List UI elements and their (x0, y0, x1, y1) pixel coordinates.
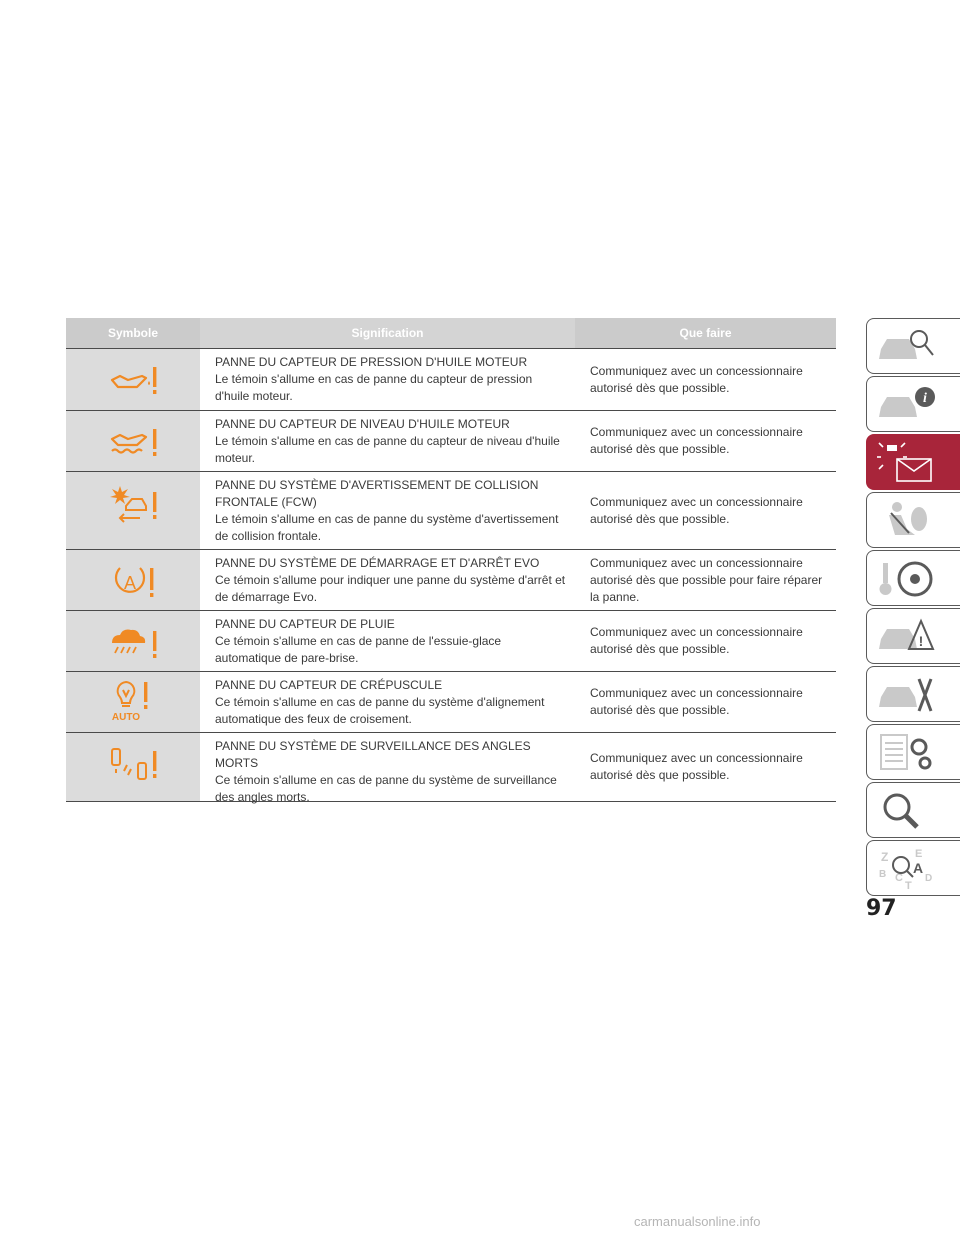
action-text: Communiquez avec un concessionnaire autorisé dès que possible. (590, 686, 803, 717)
meaning-cell (200, 349, 575, 410)
tab-safety[interactable] (866, 492, 960, 548)
key-steering-wheel-icon (875, 557, 937, 601)
fault-description: Ce témoin s'allume en cas de panne du système de surveillance des angles morts. (215, 773, 557, 804)
table-row (66, 411, 836, 472)
action-cell (575, 550, 836, 610)
fault-description: Ce témoin s'allume pour indiquer une panne du système d'arrêt et de démarrage Evo. (215, 573, 566, 604)
tab-search[interactable] (866, 782, 960, 838)
header-signification: Signification (200, 318, 575, 348)
table-header (66, 318, 836, 349)
index-letter: T (905, 880, 912, 891)
meaning-cell (200, 550, 575, 610)
fault-title: PANNE DU SYSTÈME DE SURVEILLANCE DES ANGLES MORTS (215, 739, 531, 770)
fault-description: Ce témoin s'allume en cas de panne du système d'alignement automatique des feux de croisement. (215, 695, 545, 726)
tab-starting-driving[interactable] (866, 550, 960, 606)
table-row (66, 472, 836, 550)
symbol-cell (66, 411, 200, 471)
symbol-cell (66, 472, 200, 549)
tab-emergency[interactable] (866, 608, 960, 664)
warning-lights-table (66, 318, 836, 802)
fault-title: PANNE DU CAPTEUR DE PRESSION D'HUILE MOTEUR (215, 355, 528, 369)
warning-light-message-icon (875, 441, 937, 485)
seat-airbag-icon (875, 499, 937, 543)
action-text: Communiquez avec un concessionnaire autorisé dès que possible. (590, 363, 803, 395)
fault-title: PANNE DU CAPTEUR DE CRÉPUSCULE (215, 678, 443, 692)
specifications-gears-icon (875, 731, 937, 775)
action-text: Communiquez avec un concessionnaire autorisé dès que possible. (590, 494, 803, 526)
action-cell (575, 472, 836, 549)
tab-warning-lights-messages[interactable] (866, 434, 960, 490)
fault-description: Le témoin s'allume en cas de panne du capteur de niveau d'huile moteur. (215, 434, 560, 465)
car-emergency-icon (875, 615, 937, 659)
action-cell (575, 733, 836, 801)
auto-label: AUTO (111, 712, 141, 723)
forward-collision-warning-fault-icon (106, 484, 160, 524)
index-letter: B (879, 869, 887, 880)
tab-specifications[interactable] (866, 724, 960, 780)
fault-title: PANNE DU SYSTÈME D'AVERTISSEMENT DE COLLISION FRONTALE (FCW) (215, 478, 539, 509)
tab-index[interactable] (866, 840, 960, 896)
oil-pressure-sensor-fault-icon (106, 361, 160, 401)
tab-car-search[interactable] (866, 318, 960, 374)
oil-level-sensor-fault-icon (106, 423, 160, 463)
action-cell (575, 611, 836, 671)
car-search-icon (875, 325, 937, 369)
header-que-faire: Que faire (575, 318, 836, 348)
symbol-cell (66, 672, 200, 732)
tab-servicing[interactable] (866, 666, 960, 722)
svg-text:!: ! (918, 633, 924, 649)
svg-text:A: A (123, 573, 137, 593)
meaning-cell (200, 472, 575, 549)
table-row (66, 672, 836, 733)
blind-spot-monitoring-fault-icon (106, 745, 160, 785)
alphabetical-index-icon (875, 847, 937, 891)
page-number: 97 (866, 896, 897, 921)
action-text: Communiquez avec un concessionnaire autorisé dès que possible pour faire réparer la panne. (590, 555, 823, 604)
symbol-cell (66, 733, 200, 801)
symbol-cell (66, 611, 200, 671)
symbol-cell (66, 349, 200, 410)
index-letter: E (915, 848, 923, 860)
meaning-cell (200, 672, 575, 732)
index-letter: A (913, 860, 924, 876)
action-text: Communiquez avec un concessionnaire autorisé dès que possible. (590, 425, 803, 456)
symbol-cell (66, 550, 200, 610)
tab-car-info[interactable] (866, 376, 960, 432)
car-tools-icon (875, 673, 937, 717)
fault-title: PANNE DU SYSTÈME DE DÉMARRAGE ET D'ARRÊT EVO (215, 556, 540, 570)
table-row (66, 611, 836, 672)
watermark: carmanualsonline.info (634, 1214, 761, 1229)
index-letter: D (925, 873, 933, 884)
magnifier-icon (875, 789, 937, 833)
action-cell (575, 349, 836, 410)
fault-description: Le témoin s'allume en cas de panne du capteur de pression d'huile moteur. (215, 372, 533, 403)
index-letter: C (895, 872, 903, 884)
fault-description: Ce témoin s'allume en cas de panne de l'essuie-glace automatique de pare-brise. (215, 634, 502, 665)
rain-sensor-fault-icon (106, 623, 160, 663)
index-letter: Z (881, 850, 889, 864)
action-text: Communiquez avec un concessionnaire autorisé dès que possible. (590, 625, 803, 656)
action-cell (575, 411, 836, 471)
meaning-cell (200, 611, 575, 671)
dusk-sensor-fault-icon (106, 678, 160, 724)
header-symbole: Symbole (66, 318, 200, 348)
start-stop-evo-fault-icon (106, 562, 160, 602)
table-row (66, 733, 836, 802)
table-row (66, 550, 836, 611)
fault-description: Le témoin s'allume en cas de panne du système d'avertissement de collision frontale. (215, 512, 559, 543)
table-row (66, 349, 836, 411)
action-cell (575, 672, 836, 732)
fault-title: PANNE DU CAPTEUR DE PLUIE (215, 617, 395, 631)
fault-title: PANNE DU CAPTEUR DE NIVEAU D'HUILE MOTEUR (215, 417, 510, 431)
car-info-icon (875, 383, 937, 427)
meaning-cell (200, 411, 575, 471)
meaning-cell (200, 733, 575, 804)
action-text: Communiquez avec un concessionnaire autorisé dès que possible. (590, 751, 803, 782)
svg-text:i: i (923, 391, 927, 406)
